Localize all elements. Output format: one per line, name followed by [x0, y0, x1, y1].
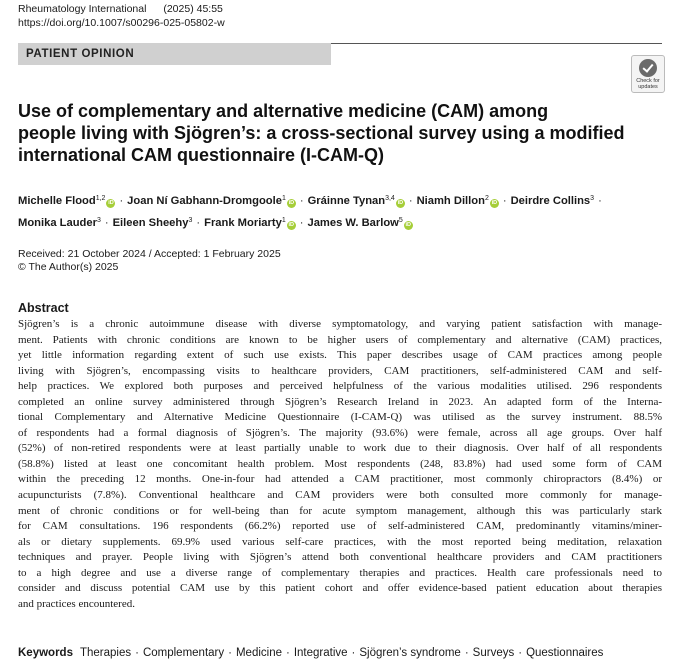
section-label: PATIENT OPINION — [18, 43, 331, 65]
doi-link[interactable]: https://doi.org/10.1007/s00296-025-05802-w — [18, 17, 225, 29]
author-affiliation: 1 — [281, 195, 286, 202]
author-affiliation: 1 — [281, 217, 286, 224]
keyword-separator: · — [351, 647, 356, 659]
keyword: Therapies — [79, 647, 132, 659]
author — [307, 217, 412, 229]
author-affiliation: 1,2 — [95, 195, 106, 202]
author-list — [18, 189, 668, 233]
author-name: Deirdre Collins — [510, 195, 591, 207]
author-affiliation: 3,4 — [385, 195, 395, 202]
author-separator: · — [408, 195, 413, 207]
orcid-icon[interactable]: iD — [288, 200, 295, 206]
abstract-line: als or dietary supplements. 69.9% used various self-care practices, with the most reported being meditation, relaxation — [18, 535, 662, 548]
article-title — [18, 100, 625, 166]
keyword-separator: · — [228, 647, 232, 659]
orcid-icon[interactable]: iD — [491, 200, 498, 206]
author-affiliation: 3 — [188, 217, 193, 224]
abstract-line: within the preceding 12 months. One-in-four had attended a CAM practitioner, most commonly chiropractors (8.4%) or — [18, 473, 662, 486]
author-name: Frank Moriarty — [204, 217, 282, 229]
abstract-body — [18, 317, 662, 612]
author-row — [18, 189, 668, 211]
orcid-icon[interactable]: iD — [405, 222, 412, 228]
author-separator: · — [196, 217, 201, 229]
author-name: James W. Barlow — [307, 217, 399, 229]
copyright-notice: © The Author(s) 2025 — [18, 261, 119, 273]
journal-header — [18, 3, 223, 16]
check-mark-icon — [639, 59, 657, 77]
author-affiliation: 5 — [398, 217, 403, 224]
author-name: Niamh Dillon — [416, 195, 485, 207]
author — [308, 195, 405, 207]
keyword: Medicine — [235, 647, 282, 659]
author-separator: · — [299, 217, 304, 229]
title-line: people living with Sjögren’s: a cross-sectional survey using a modified — [18, 123, 625, 143]
orcid-icon[interactable]: iD — [288, 222, 294, 228]
check-updates-line1: Check for — [636, 78, 660, 84]
abstract-line: to a high degree and use a diverse range of complementary therapies and practices. Health care professionals need to — [18, 566, 662, 579]
orcid-icon[interactable]: iD — [108, 200, 114, 206]
author-separator: · — [104, 217, 109, 229]
author-separator: · — [299, 195, 304, 207]
abstract-line: and practices encountered. — [18, 597, 135, 610]
check-for-updates-button[interactable] — [631, 55, 665, 93]
abstract-line: consider and discuss potential CAM use by this patient cohort and offer evidence-based patient education about therapies — [18, 582, 662, 595]
journal-name: Rheumatology International — [18, 3, 147, 15]
abstract-line: (52%) of non-retired respondents were at least partially unable to work due to their diagnosis. Over half of all respondents — [18, 442, 662, 455]
abstract-heading: Abstract — [18, 301, 69, 315]
abstract-line: acupuncturists (7.8%). Conventional healthcare and CAM providers were both consulted more commonly for manage- — [18, 489, 662, 502]
keyword-separator: · — [464, 647, 469, 659]
author-separator: · — [502, 195, 507, 207]
author — [417, 195, 499, 207]
keyword: Surveys — [472, 647, 515, 659]
abstract-line: of respondents had a formal diagnosis of Sjögren’s. The majority (93.6%) were female, across all age groups. Over half — [18, 426, 662, 439]
abstract-line: (58.8%) listed at least one concomitant health problem. Most respondents (248, 83.8%) had used some form of CAM — [18, 457, 662, 470]
keyword: Sjögren’s syndrome — [359, 647, 461, 659]
author — [127, 195, 296, 207]
abstract-line: ment. Patients with chronic conditions are known to be higher users of complementary and alternative (CAM) practices, — [18, 333, 662, 346]
abstract-line: tional Complementary and Alternative Medicine Questionnaire (I-CAM-Q) was utilised as the survey instrument. 88.5% — [18, 411, 662, 424]
abstract-line: techniques and prayer. People living with Sjögren’s attend both conventional healthcare providers and CAM practitioners — [18, 551, 662, 564]
keyword-separator: · — [286, 647, 290, 659]
abstract-line: completed an online survey administered through Sjögren’s Research Ireland in 2023. An adapted form of the Interna- — [18, 395, 662, 408]
keyword-list — [80, 647, 603, 659]
keyword: Questionnaires — [526, 647, 604, 659]
author-row — [18, 211, 668, 233]
author-affiliation: 3 — [590, 195, 595, 202]
author-separator: · — [119, 195, 124, 207]
author — [18, 195, 115, 207]
volume-reference: (2025) 45:55 — [163, 3, 223, 15]
orcid-icon[interactable]: iD — [397, 200, 404, 206]
author-affiliation: 3 — [96, 217, 101, 224]
keyword: Integrative — [293, 647, 348, 659]
keyword: Complementary — [142, 647, 225, 659]
keywords-label: Keywords — [18, 647, 73, 659]
abstract-line: Sjögren’s is a chronic autoimmune disease with diverse symptomatology, and varying patient satisfaction with manage- — [18, 318, 662, 330]
keyword-separator: · — [518, 647, 523, 659]
keywords-section — [18, 645, 662, 661]
author-separator: · — [598, 195, 602, 207]
author-name: Michelle Flood — [18, 195, 96, 207]
article-dates: Received: 21 October 2024 / Accepted: 1 February 2025 — [18, 248, 281, 260]
check-updates-line2: updates — [638, 84, 658, 90]
author — [204, 217, 296, 229]
author — [18, 217, 101, 229]
abstract-line: ment of chronic conditions or for well-being than for acute symptom management, although this was particularly stark — [18, 504, 662, 517]
abstract-line: living with Sjögren’s, encompassing visits to healthcare providers, CAM practitioners, self-administered CAM and self- — [18, 364, 662, 377]
abstract-line: yet little information regarding extent of such use exists. This paper describes usage of CAM practices among people — [18, 349, 662, 362]
author-name: Monika Lauder — [18, 217, 97, 229]
title-line: Use of complementary and alternative medicine (CAM) among — [18, 101, 549, 121]
author-name: Eileen Sheehy — [112, 217, 189, 229]
abstract-line: help practices. We explored both purposes and perceived helpfulness of the various modalities utilised. 296 respondents — [18, 380, 662, 393]
keyword-separator: · — [135, 647, 139, 659]
author-affiliation: 2 — [484, 195, 489, 202]
author — [113, 217, 193, 229]
author-name: Joan Ní Gabhann-Dromgoole — [127, 195, 282, 207]
author-name: Gráinne Tynan — [307, 195, 386, 207]
author — [511, 195, 594, 207]
abstract-line: for CAM consultations. 196 respondents (66.2%) reported use of self-administered CAM, predominantly vitamins/miner- — [18, 520, 662, 533]
title-line: international CAM questionnaire (I-CAM-Q) — [18, 145, 384, 165]
